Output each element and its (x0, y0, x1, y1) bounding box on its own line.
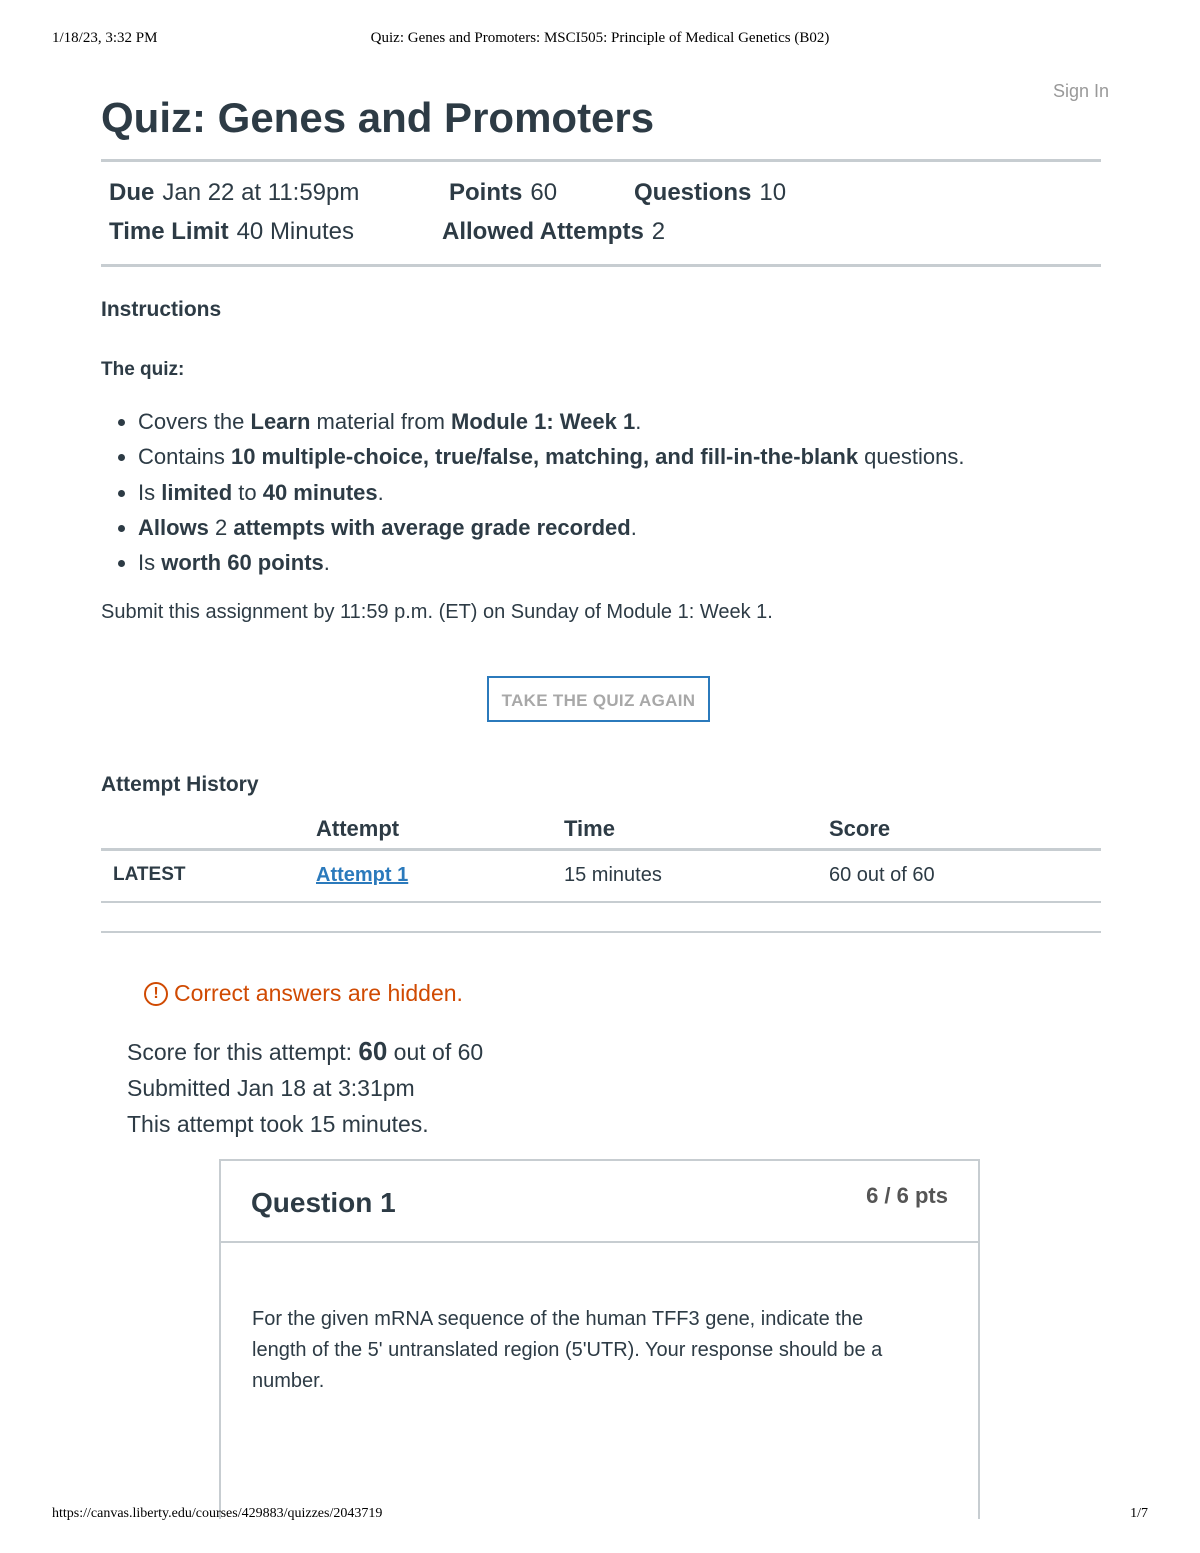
attempt-history-heading: Attempt History (101, 773, 259, 796)
instruction-text: Contains (138, 444, 231, 470)
instruction-text: Is (138, 479, 162, 505)
instruction-text: material from (310, 409, 452, 434)
instruction-item (138, 510, 964, 545)
questions-label: Questions (634, 179, 752, 206)
latest-tag: LATEST (113, 864, 186, 885)
points (449, 179, 557, 207)
column-header-time: Time (564, 816, 615, 841)
question-points: 6 / 6 pts (866, 1183, 948, 1208)
instruction-text: to (232, 479, 263, 505)
print-url: https://canvas.liberty.edu/courses/429883/quizzes/2043719 (52, 1506, 383, 1521)
submitted-line: Submitted Jan 18 at 3:31pm (127, 1075, 415, 1101)
instruction-text: 40 minutes (262, 479, 378, 505)
question-count (634, 179, 786, 207)
instruction-text: . (635, 409, 642, 434)
time-limit (109, 218, 354, 246)
divider (101, 159, 1101, 162)
due-value: Jan 22 at 11:59pm (162, 179, 360, 206)
divider (101, 931, 1101, 933)
points-label: Points (449, 179, 523, 206)
instruction-item (138, 475, 964, 510)
instruction-text: questions. (858, 444, 965, 470)
due-date (109, 179, 359, 207)
points-value: 60 (530, 179, 558, 206)
attempts-value: 2 (651, 218, 666, 245)
instruction-text: Allows (138, 514, 209, 540)
score-prefix: Score for this attempt: (127, 1039, 359, 1065)
instruction-text: Is (138, 550, 162, 576)
instruction-text: attempts with average grade recorded (233, 514, 631, 540)
instruction-text: . (377, 479, 384, 505)
instruction-text: Module 1: Week 1 (451, 409, 636, 434)
question-title: Question 1 (251, 1187, 396, 1218)
print-title: Quiz: Genes and Promoters: MSCI505: Principle of Medical Genetics (B02) (370, 30, 830, 46)
question-card (219, 1159, 980, 1519)
table-row-divider (101, 901, 1101, 903)
attempt-time: 15 minutes (564, 864, 662, 886)
duration-line: This attempt took 15 minutes. (127, 1111, 429, 1137)
instruction-text: . (630, 514, 637, 540)
time-limit-value: 40 Minutes (236, 218, 354, 245)
score-value: 60 (358, 1036, 388, 1066)
due-label: Due (109, 179, 155, 206)
print-date: 1/18/23, 3:32 PM (52, 30, 158, 46)
warning-circle-icon: ! (144, 982, 168, 1006)
sign-in-link[interactable]: Sign In (1053, 81, 1110, 101)
take-quiz-again-button[interactable]: TAKE THE QUIZ AGAIN (487, 676, 710, 722)
column-header-attempt: Attempt (316, 816, 400, 841)
instruction-text: worth 60 points (161, 550, 324, 576)
instruction-text: 10 multiple-choice, true/false, matching, and fill-in-the-blank (230, 444, 859, 470)
alert-text: Correct answers are hidden. (174, 980, 463, 1006)
questions-value: 10 (759, 179, 787, 206)
instruction-item (138, 545, 964, 580)
instruction-text: 2 (208, 514, 234, 540)
attempt-score: 60 out of 60 (829, 864, 935, 886)
divider (101, 264, 1101, 267)
print-page-number: 1/7 (1130, 1506, 1148, 1521)
instructions-heading: Instructions (101, 298, 222, 321)
instruction-text: limited (161, 479, 233, 505)
attempts-label: Allowed Attempts (442, 218, 644, 245)
time-limit-label: Time Limit (109, 218, 229, 245)
question-header (221, 1161, 978, 1243)
instruction-item (138, 439, 964, 474)
question-text: For the given mRNA sequence of the human TFF3 gene, indicate the length of the 5' untranslated region (5'UTR). Your response should be a number. (252, 1308, 883, 1392)
table-header-divider (101, 848, 1101, 851)
instructions-list (101, 404, 964, 580)
page-title: Quiz: Genes and Promoters (101, 94, 655, 141)
instructions-intro: The quiz: (101, 359, 185, 380)
instruction-text: Covers the (138, 409, 251, 434)
instruction-text: . (323, 550, 330, 576)
attempt-score-line (127, 1036, 483, 1067)
attempt-1-link[interactable]: Attempt 1 (316, 864, 409, 886)
column-header-score: Score (829, 816, 891, 841)
submit-note: Submit this assignment by 11:59 p.m. (ET) on Sunday of Module 1: Week 1. (101, 601, 773, 623)
allowed-attempts (442, 218, 665, 246)
score-suffix: out of 60 (387, 1039, 484, 1065)
instruction-item (138, 404, 964, 439)
answers-hidden-alert (144, 980, 463, 1007)
instruction-text: Learn (250, 409, 311, 434)
